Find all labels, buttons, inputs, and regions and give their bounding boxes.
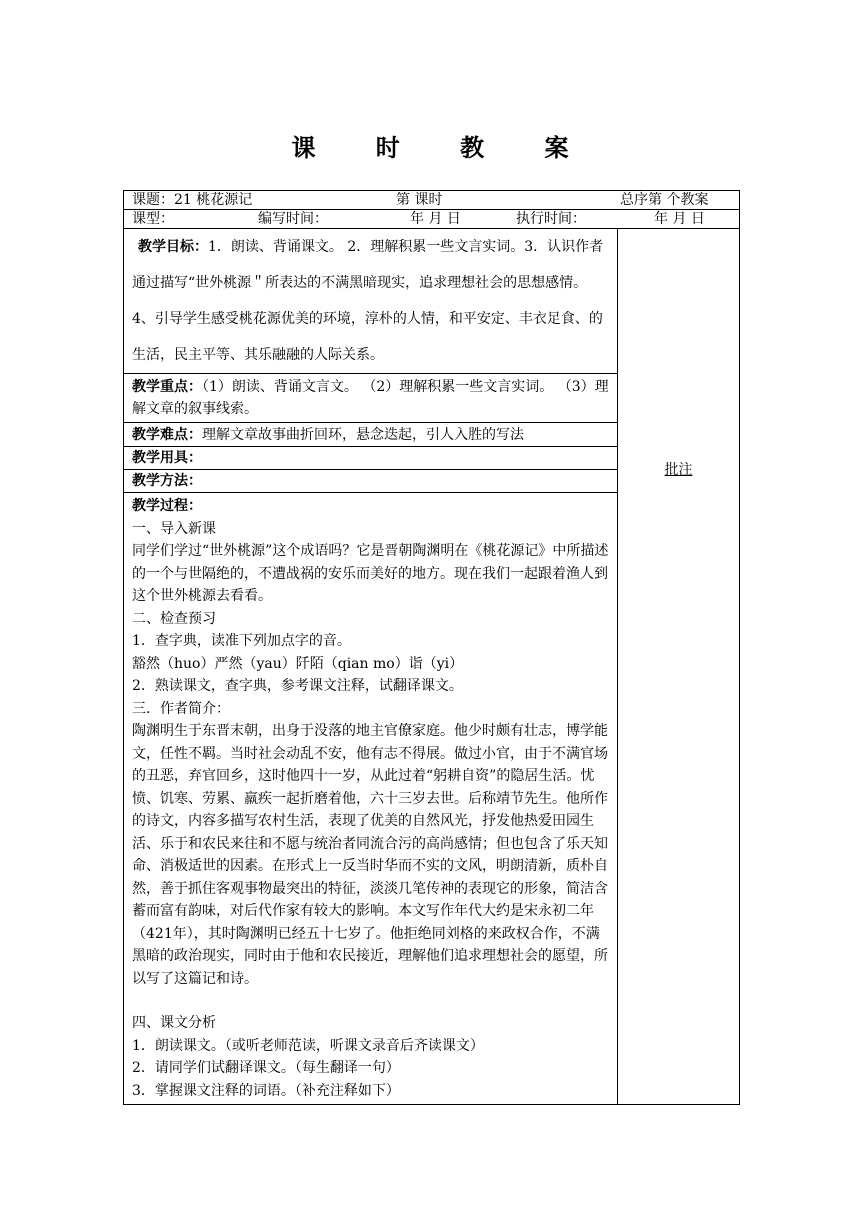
author-intro-text: 陶渊明生于东晋末朝，出身于没落的地主官僚家庭。他少时颇有壮志，博学能文，任性不羁。当时社会动乱不安，他有志不得展。做过小官，由于不满官场的丑恶，弃官回乡，这时他四十一岁，从此过着“躬耕自资”的隐居生活。忧愤、饥寒、劳累、羸疾一起折磨着他，六十三岁去世。后称靖节先生。他所作的诗文，内容多描写农村生活，表现了优美的自然风光，抒发他热爱田园生活、乐于和农民来往和不愿与统治者同流合污的高尚感情；但也包含了乐天知命、消极适世的因素。在形式上一反当时华而不实的文风，明朗清新，质朴自然，善于抓住客观事物最突出的特征，淡淡几笔传神的表现它的形象，简洁含蓄而富有韵味，对后代作家有较大的影响。本文写作年代大约是宋永初二年（421年），其时陶渊明已经五十七岁了。他拒绝同刘格的来政权合作，不满黑暗的政治现实，同时由于他和农民接近，理解他们追求理想社会的愿望，所以写了这篇记和诗。 — [132, 723, 608, 987]
section-1-title: 一、导入新课 — [132, 520, 216, 537]
section-4-item-2: 2．请同学们试翻译课文。（每生翻译一句） — [132, 1060, 400, 1076]
page-title: 课 时 教 案 — [291, 133, 595, 162]
difficulties-text: 理解文章故事曲折回环，悬念迭起，引人入胜的写法 — [202, 427, 524, 443]
section-4-item-3: 3．掌握课文注释的词语。（补充注释如下） — [132, 1082, 400, 1099]
teaching-process — [124, 493, 617, 1104]
process-label: 教学过程： — [132, 498, 202, 514]
section-4-item-1: 1．朗读课文。（或听老师范读，听课文录音后齐读课文） — [132, 1037, 484, 1054]
goals-row — [124, 229, 740, 374]
exec-date: 年 月 日 — [654, 211, 705, 227]
difficulties-label: 教学难点： — [132, 427, 202, 443]
goals-label: 教学目标： — [138, 239, 208, 255]
notes-column — [618, 229, 740, 1105]
section-2-item-2: 2．熟读课文，查字典，参考课文注释，试翻译课文。 — [132, 678, 463, 694]
notes-link[interactable]: 批注 — [664, 462, 693, 478]
key-points — [124, 374, 617, 422]
teaching-goals — [124, 229, 617, 373]
lesson-plan-table — [123, 190, 740, 1105]
pronunciation-words: 豁然（huo）严然（yau）阡陌（qian mo）诣（yi） — [132, 655, 464, 672]
sequence-label: 总序第 个教案 — [620, 192, 709, 208]
goals-text: 1．朗读、背诵课文。 2．理解积累一些文言实词。3．认识作者通过描写“世外桃源＂所表达的不满黑暗现实，追求理想社会的思想感情。4、引导学生感受桃花源优美的环境，淳朴的人情，和平安定、丰衣足食、的生活，民主平等、其乐融融的人际关系。 — [132, 239, 604, 363]
exec-time-label: 执行时间： — [516, 211, 586, 227]
key-points-label: 教学重点： — [132, 379, 202, 395]
section-3-title: 三．作者简介： — [132, 700, 230, 717]
difficulties — [124, 423, 617, 446]
section-2-item-1: 1．查字典，读准下列加点字的音。 — [132, 633, 351, 649]
write-time-label: 编写时间： — [258, 211, 328, 227]
section-4-title: 四、课文分析 — [132, 1015, 216, 1031]
write-date: 年 月 日 — [410, 211, 461, 227]
lesson-type-label: 课型： — [132, 211, 174, 227]
topic-label: 课题：21 桃花源记 — [132, 192, 253, 208]
key-points-text: （1）朗读、背诵文言文。 （2）理解积累一些文言实词。 （3）理解文章的叙事线索。 — [132, 379, 609, 417]
methods-label: 教学方法： — [132, 473, 202, 489]
header-row-1 — [124, 191, 740, 210]
lesson-number-label: 第 课时 — [396, 192, 443, 208]
header-row-2 — [124, 210, 740, 229]
section-1-text: 同学们学过“世外桃源”这个成语吗？它是晋朝陶渊明在《桃花源记》中所描述的一个与世隔绝的，不遭战祸的安乐而美好的地方。现在我们一起跟着渔人到这个世外桃源去看看。 — [132, 543, 609, 604]
tools-label: 教学用具： — [132, 450, 202, 466]
section-2-title: 二、检查预习 — [132, 610, 216, 627]
